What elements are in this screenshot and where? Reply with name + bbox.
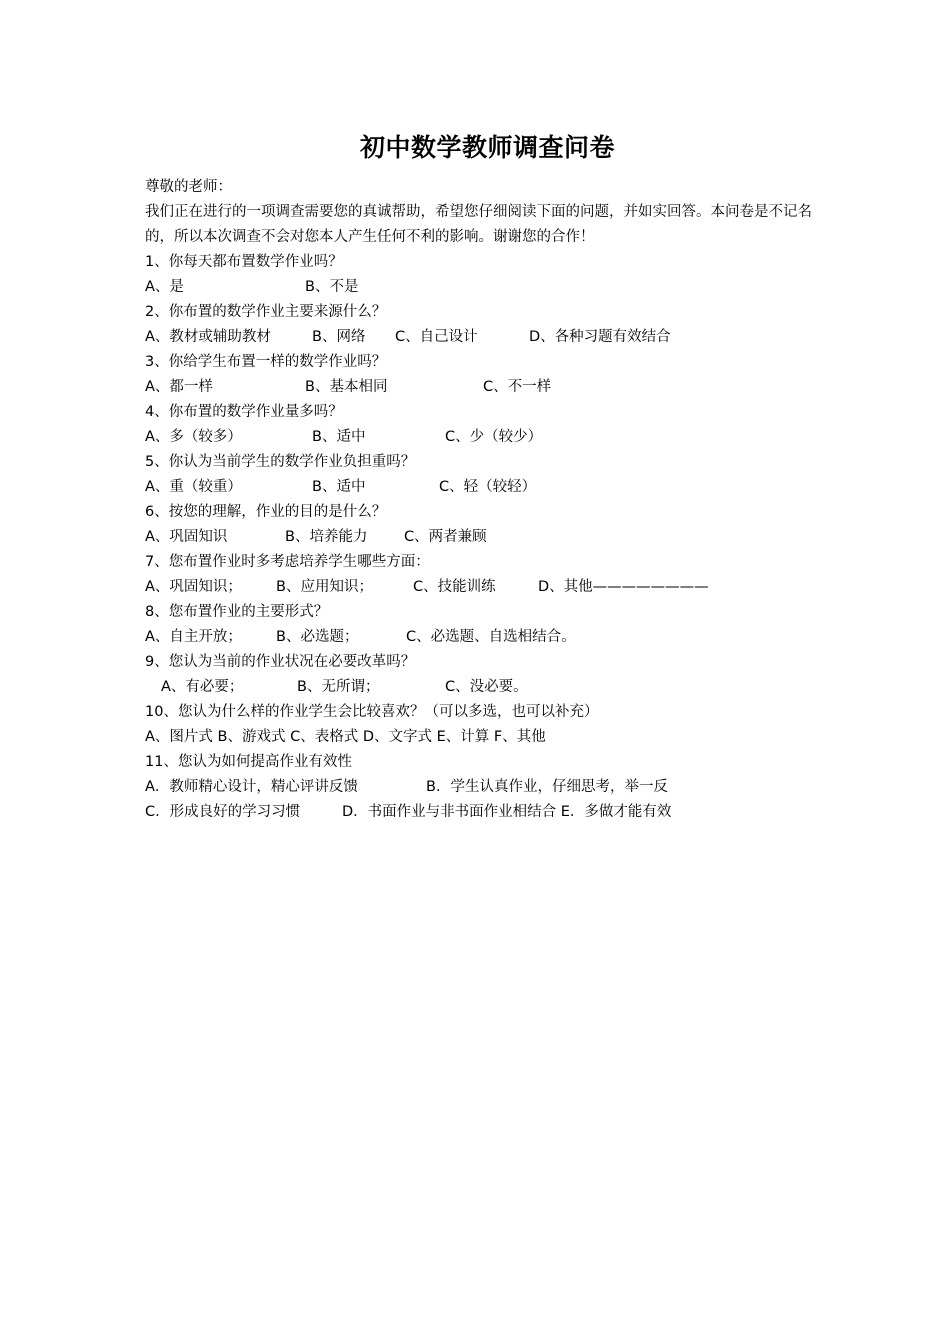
option: B、必选题；: [276, 629, 359, 645]
option: B、适中: [312, 429, 366, 445]
question-2: 2、你布置的数学作业主要来源什么？: [145, 304, 387, 320]
option: C、技能训练: [413, 579, 496, 595]
option: B、培养能力: [285, 529, 368, 545]
question-3: 3、你给学生布置一样的数学作业吗？: [145, 354, 387, 370]
question-3-options: [145, 375, 815, 400]
option: D、其他————————: [538, 579, 709, 595]
question-1-options: [145, 275, 815, 300]
option: A、巩固知识；: [145, 579, 242, 595]
question-7: 7、您布置作业时多考虑培养学生哪些方面：: [145, 554, 430, 570]
option: C、轻（较轻）: [439, 479, 537, 495]
question-7-options: [145, 575, 815, 600]
option: C、少（较少）: [445, 429, 543, 445]
question-11-options-row-2: [145, 800, 815, 825]
option: C、自己设计: [395, 329, 478, 345]
option: A、教材或辅助教材: [145, 329, 271, 345]
option: C、两者兼顾: [404, 529, 487, 545]
option: B、不是: [305, 279, 359, 295]
question-8-options: [145, 625, 815, 650]
question-10: 10、您认为什么样的作业学生会比较喜欢？（可以多选，也可以补充）: [145, 704, 599, 720]
option: C、没必要。: [445, 679, 528, 695]
option: B、适中: [312, 479, 366, 495]
question-8: 8、您布置作业的主要形式？: [145, 604, 329, 620]
option: A、有必要；: [161, 679, 244, 695]
question-11: 11、您认为如何提高作业有效性: [145, 754, 352, 770]
option: C、不一样: [483, 379, 552, 395]
document-body: [145, 175, 815, 825]
option: A、重（较重）: [145, 479, 242, 495]
option: B．学生认真作业，仔细思考，举一反: [426, 779, 668, 795]
option: C．形成良好的学习习惯: [145, 804, 301, 820]
option: A、巩固知识: [145, 529, 228, 545]
question-10-options: A、图片式 B、游戏式 C、表格式 D、文字式 E、计算 F、其他: [145, 729, 546, 745]
option: B、应用知识；: [276, 579, 373, 595]
question-2-options: [145, 325, 815, 350]
intro-paragraph: 我们正在进行的一项调查需要您的真诚帮助，希望您仔细阅读下面的问题，并如实回答。本问卷是不记名的，所以本次调查不会对您本人产生任何不利的影响。谢谢您的合作！: [145, 204, 812, 245]
option: A、自主开放；: [145, 629, 242, 645]
question-1: 1、你每天都布置数学作业吗？: [145, 254, 343, 270]
option: D、各种习题有效结合: [529, 329, 671, 345]
greeting: 尊敬的老师：: [145, 179, 232, 195]
option: A、多（较多）: [145, 429, 242, 445]
document-title: 初中数学教师调查问卷: [359, 133, 615, 162]
question-6-options: [145, 525, 815, 550]
option: A、是: [145, 279, 184, 295]
question-9-options: [145, 675, 815, 700]
option: A．教师精心设计，精心评讲反馈: [145, 779, 358, 795]
question-9: 9、您认为当前的作业状况在必要改革吗？: [145, 654, 416, 670]
option: B、无所谓；: [297, 679, 380, 695]
option: A、都一样: [145, 379, 213, 395]
option: B、网络: [312, 329, 366, 345]
question-4-options: [145, 425, 815, 450]
option: C、必选题、自选相结合。: [406, 629, 576, 645]
option: B、基本相同: [305, 379, 388, 395]
question-6: 6、按您的理解，作业的目的是什么？: [145, 504, 387, 520]
question-5-options: [145, 475, 815, 500]
option: D．书面作业与非书面作业相结合 E．多做才能有效: [342, 804, 672, 820]
question-11-options-row-1: [145, 775, 815, 800]
question-5: 5、你认为当前学生的数学作业负担重吗？: [145, 454, 416, 470]
question-4: 4、你布置的数学作业量多吗？: [145, 404, 343, 420]
